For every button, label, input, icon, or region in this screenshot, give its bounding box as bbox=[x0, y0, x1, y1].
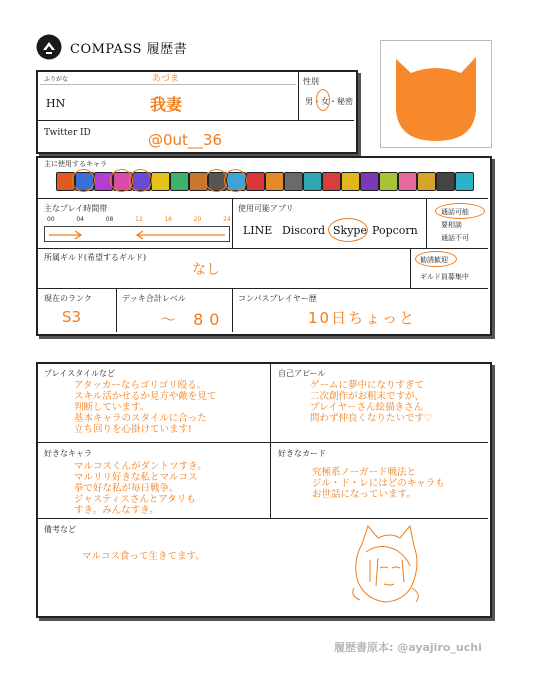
character-icon bbox=[417, 172, 436, 191]
time-tick: 20 bbox=[193, 216, 202, 223]
play-time-bar bbox=[44, 226, 230, 242]
call-circle bbox=[435, 203, 485, 219]
character-icon bbox=[322, 172, 341, 191]
app-skype: Skype bbox=[333, 224, 367, 237]
twitter-value: @0ut__36 bbox=[148, 131, 223, 149]
character-icon bbox=[303, 172, 322, 191]
guild-circle bbox=[415, 251, 457, 267]
photo-box bbox=[380, 40, 492, 148]
deck-level-label: デッキ合計レベル bbox=[122, 294, 186, 303]
fav-chara-label: 好きなキャラ bbox=[44, 449, 92, 458]
character-icons bbox=[56, 172, 476, 194]
app-popcorn: Popcorn bbox=[372, 224, 418, 237]
gender-circle bbox=[316, 89, 330, 111]
apps-label: 使用可能アプリ bbox=[238, 204, 294, 213]
character-circle bbox=[72, 169, 95, 192]
character-icon bbox=[341, 172, 360, 191]
fav-card-text: 究極系ノーガード戦法と ジル・ド・レにはどのキャラも お世話になっています。 bbox=[312, 467, 445, 500]
guild-label: 所属ギルド(希望するギルド) bbox=[44, 253, 147, 262]
time-tick: 12 bbox=[135, 216, 143, 223]
appeal-label: 自己アピール bbox=[278, 369, 326, 378]
call-available: 通話可能 bbox=[441, 208, 469, 216]
rank-label: 現在のランク bbox=[44, 294, 92, 303]
character-icon bbox=[360, 172, 379, 191]
character-icon bbox=[379, 172, 398, 191]
character-sketch bbox=[340, 522, 430, 606]
time-tick: 24 bbox=[223, 216, 231, 223]
hn-label: HN bbox=[46, 97, 66, 110]
notes-text: マルコス食って生きてます。 bbox=[82, 551, 205, 562]
time-tick: 00 bbox=[47, 216, 55, 223]
furigana-value: あづま bbox=[152, 74, 180, 84]
page-title: COMPASS 履歴書 bbox=[70, 42, 188, 57]
character-circle bbox=[224, 169, 247, 192]
gender-label: 性別 bbox=[303, 77, 319, 86]
character-icon bbox=[246, 172, 265, 191]
character-circle bbox=[129, 169, 152, 192]
twitter-label: Twitter ID bbox=[44, 128, 91, 138]
appeal-text: ゲームに夢中になりすぎて 二次創作がお粗末ですが、 プレイヤーさん絵描きさん 問わず仲良くなりたいです♡ bbox=[310, 380, 433, 424]
time-tick: 16 bbox=[164, 216, 172, 223]
play-style-text: アタッカーならゴリゴリ殴る。 スキル活かせるか見方や敵を見て 判断しています。 基本キャラのスタイルに合った 立ち回りを心掛けています! bbox=[74, 380, 217, 435]
notes-label: 備考など bbox=[44, 525, 76, 534]
history-value: 10日ちょっと bbox=[308, 309, 417, 327]
time-tick: 04 bbox=[76, 216, 84, 223]
character-icon bbox=[436, 172, 455, 191]
play-time-ticks bbox=[47, 216, 231, 226]
furigana-label: ふりがな bbox=[44, 76, 69, 83]
history-label: コンパスプレイヤー歴 bbox=[238, 294, 317, 303]
deck-level-value: 〜 80 bbox=[160, 310, 226, 329]
app-discord: Discord bbox=[282, 224, 326, 237]
gender-options: 男・女・秘密 bbox=[305, 97, 353, 106]
footer-credit: 履歴書原本: @ayajiro_uchi bbox=[334, 641, 482, 654]
app-line: LINE bbox=[243, 224, 273, 237]
rank-value: S3 bbox=[62, 308, 82, 326]
character-icon bbox=[455, 172, 474, 191]
guild-member-wanted: ギルド員募集中 bbox=[420, 273, 469, 281]
character-icon bbox=[170, 172, 189, 191]
fav-chara-text: マルコスくんがダントツすき。 マルリリ好きな私とマルコス 拳で好な私が毎日戦争。 ジャスティスさんとアタリも すき。みんなすき。 bbox=[74, 461, 207, 516]
call-consult: 要相談 bbox=[441, 221, 462, 229]
call-unavailable: 通話不可 bbox=[441, 234, 469, 242]
fav-card-label: 好きなカード bbox=[278, 449, 326, 458]
guild-value: なし bbox=[192, 262, 220, 278]
character-icon bbox=[265, 172, 284, 191]
character-icon bbox=[284, 172, 303, 191]
skype-circle bbox=[328, 218, 368, 242]
character-icon bbox=[151, 172, 170, 191]
guild-recruit-welcome: 勧誘歓迎 bbox=[420, 256, 448, 264]
character-icon bbox=[398, 172, 417, 191]
characters-label: 主に使用するキャラ bbox=[44, 160, 107, 168]
play-style-label: プレイスタイルなど bbox=[44, 369, 116, 378]
hn-value: 我妻 bbox=[150, 95, 183, 114]
play-time-label: 主なプレイ時間帯 bbox=[44, 204, 108, 213]
compass-logo bbox=[36, 34, 62, 60]
time-tick: 08 bbox=[105, 216, 114, 223]
